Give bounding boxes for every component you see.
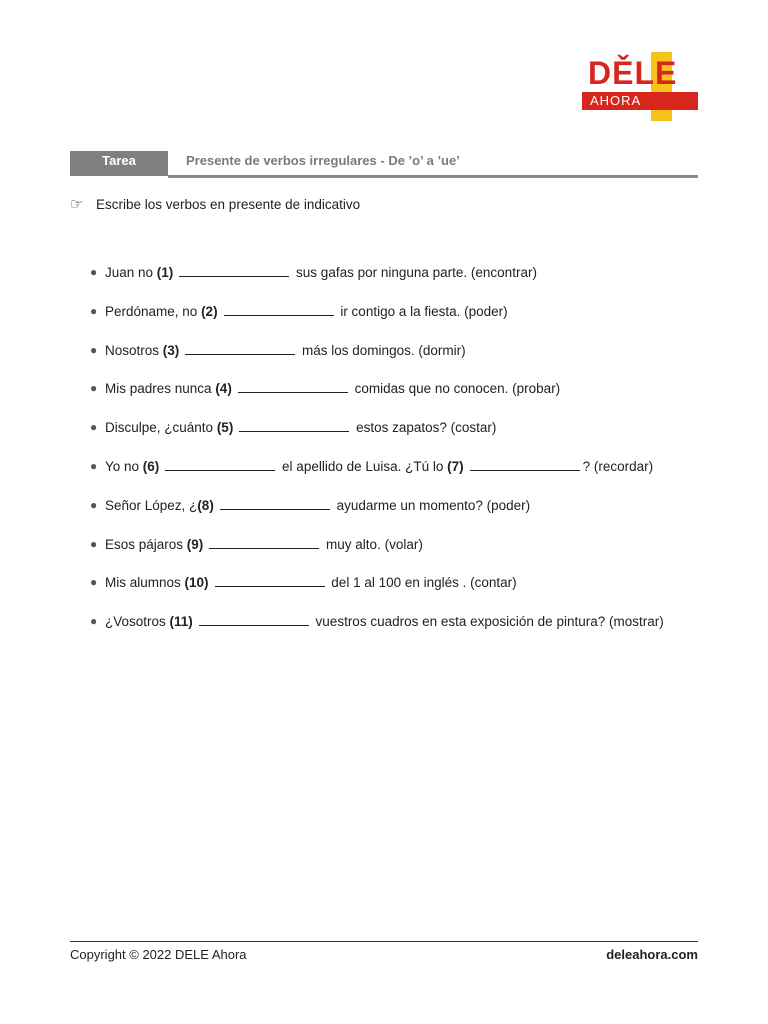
item-text: el apellido de Luisa. ¿Tú lo [278,458,448,474]
task-title: Presente de verbos irregulares - De ’o’ a ’ue’ [186,153,460,168]
item-text: sus gafas por ninguna parte. (encontrar) [292,265,537,280]
dele-ahora-logo [582,52,698,122]
answer-blank-2[interactable] [224,301,334,316]
item-text: ? (recordar) [582,458,654,474]
bullet: ● [90,420,98,435]
item-number: (5) [216,420,234,436]
bullet: ● [90,342,98,357]
answer-blank-7[interactable] [470,456,580,471]
item-text: ayudarme un momento? (poder) [332,497,531,513]
exercise-item-5 [90,417,664,456]
logo-sub: AHORA [590,93,642,108]
bullet: ● [90,614,98,629]
exercise-item-10 [90,611,664,650]
bullet: ● [90,265,98,279]
answer-blank-10[interactable] [215,572,325,587]
item-text: Disculpe, ¿cuánto [105,420,217,436]
item-number: (9) [186,536,204,552]
answer-blank-9[interactable] [209,534,319,549]
exercise-item-8 [90,534,664,573]
exercise-list [90,262,664,650]
answer-blank-5[interactable] [239,417,349,432]
copyright: Copyright © 2022 DELE Ahora [70,947,247,962]
item-text: Juan no [105,265,157,280]
answer-blank-4[interactable] [238,378,348,393]
item-number: (1) [156,265,174,280]
answer-blank-3[interactable] [185,340,295,355]
item-number: (7) [447,458,464,474]
answer-blank-11[interactable] [199,611,309,626]
bullet: ● [90,497,98,512]
item-text: Señor López, ¿ [105,497,198,513]
task-header [70,151,698,176]
item-text: Yo no [105,458,143,474]
item-text: ir contigo a la fiesta. (poder) [336,303,508,319]
item-number: (10) [184,575,209,591]
bullet: ● [90,575,98,590]
exercise-item-9 [90,572,664,611]
exercise-item-7 [90,495,664,534]
item-text: comidas que no conocen. (probar) [350,381,561,397]
item-number: (4) [215,381,232,397]
bullet: ● [90,381,98,396]
item-text: vuestros cuadros en esta exposición de pintura? (mostrar) [311,614,664,630]
exercise-item-2 [90,301,664,340]
item-text: del 1 al 100 en inglés . (contar) [327,575,517,591]
exercise-item-6 [90,456,664,495]
exercise-item-1 [90,262,664,301]
task-tab: Tarea [70,151,168,176]
bullet: ● [90,536,98,551]
logo-word: DĚLE [588,55,678,91]
bullet: ● [90,458,98,473]
pointing-hand-icon: ☞ [70,196,84,213]
header-rule [168,175,698,178]
item-text: Nosotros [105,342,163,358]
item-number: (11) [169,614,193,630]
item-number: (8) [197,497,214,513]
site-link[interactable]: deleahora.com [606,947,698,962]
item-text: estos zapatos? (costar) [352,420,497,436]
footer-rule [70,941,698,942]
instruction [70,196,360,214]
item-text: muy alto. (volar) [322,536,423,552]
item-text: Perdóname, no [105,303,202,319]
item-number: (6) [142,458,160,474]
bullet: ● [90,303,98,318]
item-text: Mis padres nunca [105,381,216,397]
answer-blank-8[interactable] [220,495,330,510]
exercise-item-3 [90,340,664,379]
instruction-text: Escribe los verbos en presente de indicativo [96,197,361,212]
exercise-item-4 [90,378,664,417]
item-text: Esos pájaros [105,536,187,552]
answer-blank-1[interactable] [179,262,289,277]
item-text: más los domingos. (dormir) [298,342,466,358]
item-text: Mis alumnos [105,575,185,591]
item-number: (3) [162,342,180,358]
item-text: ¿Vosotros [105,614,170,630]
item-number: (2) [201,303,218,319]
answer-blank-6[interactable] [165,456,275,471]
